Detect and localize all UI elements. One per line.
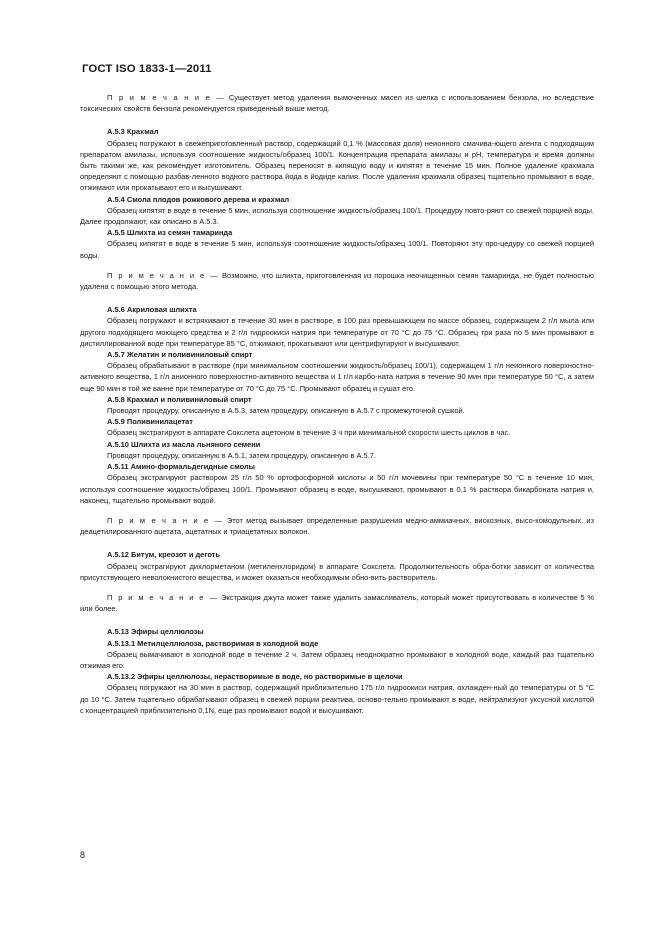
- note-text: Существует метод удаления вымоченных масел из шелка с использованием бензола, но вследствие токсических свойств бензола рекомендуется приведенный выше метод.: [80, 93, 594, 114]
- section-text-a5132: Образец погружают на 30 мин в раствор, содержащий приблизительно 175 г/л гидроокиси натрия, охлажден-ный до температуры от 5 °С до 10 °С. Затем тщательно обрабатывают образец в свежей порции реактива, осново-тельно промывают в воде, нейтрализуют уксусной кислотой с концентрацией приблизительно 0,1N, еще раз промывают водой и высушивают.: [80, 683, 594, 715]
- section-text-a511: Образец экстрагируют раствором 25 г/л 50 % ортофосфорной кислоты и 50 г/л мочевины при температуре 50 °С в течение 10 мин, используя соотношение жидкость/образец 100/1. Промывают образец в воде, высушивают, промывают в 0,1 % раствора бикарбоната натрия и, наконец, тщательно промывают водой.: [80, 473, 594, 505]
- section-heading-a511: А.5.11 Амино-формальдегидные смолы: [107, 462, 256, 472]
- note-paragraph: [80, 515, 594, 537]
- section-heading-a57: А.5.7 Желатин и поливиниловый спирт: [107, 350, 253, 360]
- section-text-a59: Образец экстрагируют в аппарате Сокслета ацетоном в течение 3 ч при минимальной скорости шесть циклов в час.: [107, 428, 511, 438]
- document-header: ГОСТ ISO 1833-1—2011: [82, 63, 212, 75]
- section-heading-a59: А.5.9 Поливинилацетат: [107, 417, 193, 427]
- section-heading-a512: А.5.12 Битум, креозот и деготь: [107, 550, 220, 560]
- document-body: [80, 92, 594, 716]
- section-text-a5131: Образец вымачивают в холодной воде в течение 2 ч. Затем образец неоднократно промывают в холодной воде, каждый раз тщательно отжимая его.: [80, 649, 594, 670]
- note-paragraph: [80, 92, 594, 114]
- section-heading-a5131: А.5.13.1 Метилцеллюлоза, растворимая в холодной воде: [107, 638, 319, 648]
- section-heading-a53: А.5.3 Крахмал: [107, 127, 159, 137]
- section-heading-a55: А.5.5 Шлихта из семян тамаринда: [107, 228, 233, 238]
- note-text: Экстракция джута может также удалить замасливатель, который может присутствовать в количестве 5 % или более.: [80, 592, 594, 614]
- section-text-a57: Образец обрабатывают в растворе (при минимальном соотношении жидкость/образец 100/1), содержащем 1 г/л неионного поверхностно-активного вещества, 1 г/л анионного поверхностно-активного вещества и 1 г/л карбо-ната натрия в течение 90 мин при температуре 50 °С, а затем еще 90 мин в той же ванне при температуре от 70 °С до 75 °С. Промывают образец и сушат его.: [80, 361, 594, 393]
- section-text-a510: Проводят процедуру, описанную в А.5.1, затем процедуру, описанную в А.5.7.: [107, 450, 376, 460]
- note-lead: П р и м е ч а н и е —: [107, 270, 220, 280]
- section-text-a55: Образец кипятят в воде в течение 5 мин, используя соотношение жидкость/образец 100/1. Повторяют эту про-цедуру со свежей порцией воды.: [80, 239, 594, 260]
- note-text: Возможно, что шлихта, приготовленная из порошка неочищенных семян тамаринда, не будет полностью удалена с помощью этого метода.: [80, 270, 594, 292]
- note-paragraph: [80, 270, 594, 292]
- section-heading-a54: А.5.4 Смола плодов рожкового дерева и крахмал: [107, 194, 290, 204]
- note-paragraph: [80, 592, 594, 614]
- section-heading-a513: А.5.13 Эфиры целлюлозы: [107, 627, 204, 637]
- page-number: 8: [80, 850, 86, 860]
- section-text-a58: Проводят процедуру, описанную в А.5.3, затем процедуру, описанную в А.5.7 с промежуточной сушкой.: [107, 406, 465, 416]
- note-lead: П р и м е ч а н и е —: [107, 592, 219, 602]
- section-text-a53: Образец погружают в свежеприготовленный раствор, содержащий 0,1 % (массовая доля) неионного смачива-ющего агента с подходящим препаратом амилазы, используя соотношение жидкость/образец 100/1. Концентрация препарата амилазы и рН, температура и время должны быть такими же, как рекомендует изготовитель. Образец переносят в кипящую воду и кипятят в течение 15 мин. Полное удаление крахмала определяют с помощью разбав-ленного водного раствора йода в йодиде калия. После удаления крахмала образец тщательно промывают в воде, отжимают или прокатывают его и высушивают.: [80, 138, 594, 193]
- section-heading-a56: А.5.6 Акриловая шлихта: [107, 305, 197, 315]
- section-text-a512: Образец экстрагируют дихлорметаном (метиленхлоридом) в аппарате Сокслета. Продолжительность обра-ботки зависит от количества присутствующего неволокнистого вещества, и может оказаться необходимым обно-вить растворитель.: [80, 561, 594, 582]
- section-heading-a510: А.5.10 Шлихта из масла льняного семени: [107, 439, 261, 449]
- section-heading-a58: А.5.8 Крахмал и поливиниловый спирт: [107, 394, 252, 404]
- section-text-a56: Образец погружают и встряхивают в течение 30 мин в растворе, в 100 раз превышающем по массе образец, содержащем 2 г/л мыла или другого подходящего моющего средства и 2 г/л гидроокиси натрия при температуре от 70 °С до 75 °С. Образец три раза по 5 мин промывают в дистиллированной воде при температуре 85 °С, отжимают, прокатывают или центрифугируют и высушивают.: [80, 316, 594, 348]
- section-text-a54: Образец кипятят в воде в течение 5 мин, используя соотношение жидкость/образец 100/1. Процедуру повто-ряют со свежей порцией воды. Далее продолжают, как описано в А.5.3.: [80, 205, 594, 227]
- note-lead: П р и м е ч а н и е —: [107, 93, 226, 102]
- note-text: Этот метод вызывает определенные разрушения медно-аммиачных, вискозных, высо-комодульных, из деацетилированного ацетата, ацетатных и триацетатных волокон.: [80, 515, 594, 537]
- note-lead: П р и м е ч а н и е —: [107, 515, 224, 525]
- section-heading-a5132: А.5.13.2 Эфиры целлюлозы, нерастворимые в воде, но растворимые в щелочи: [107, 672, 403, 682]
